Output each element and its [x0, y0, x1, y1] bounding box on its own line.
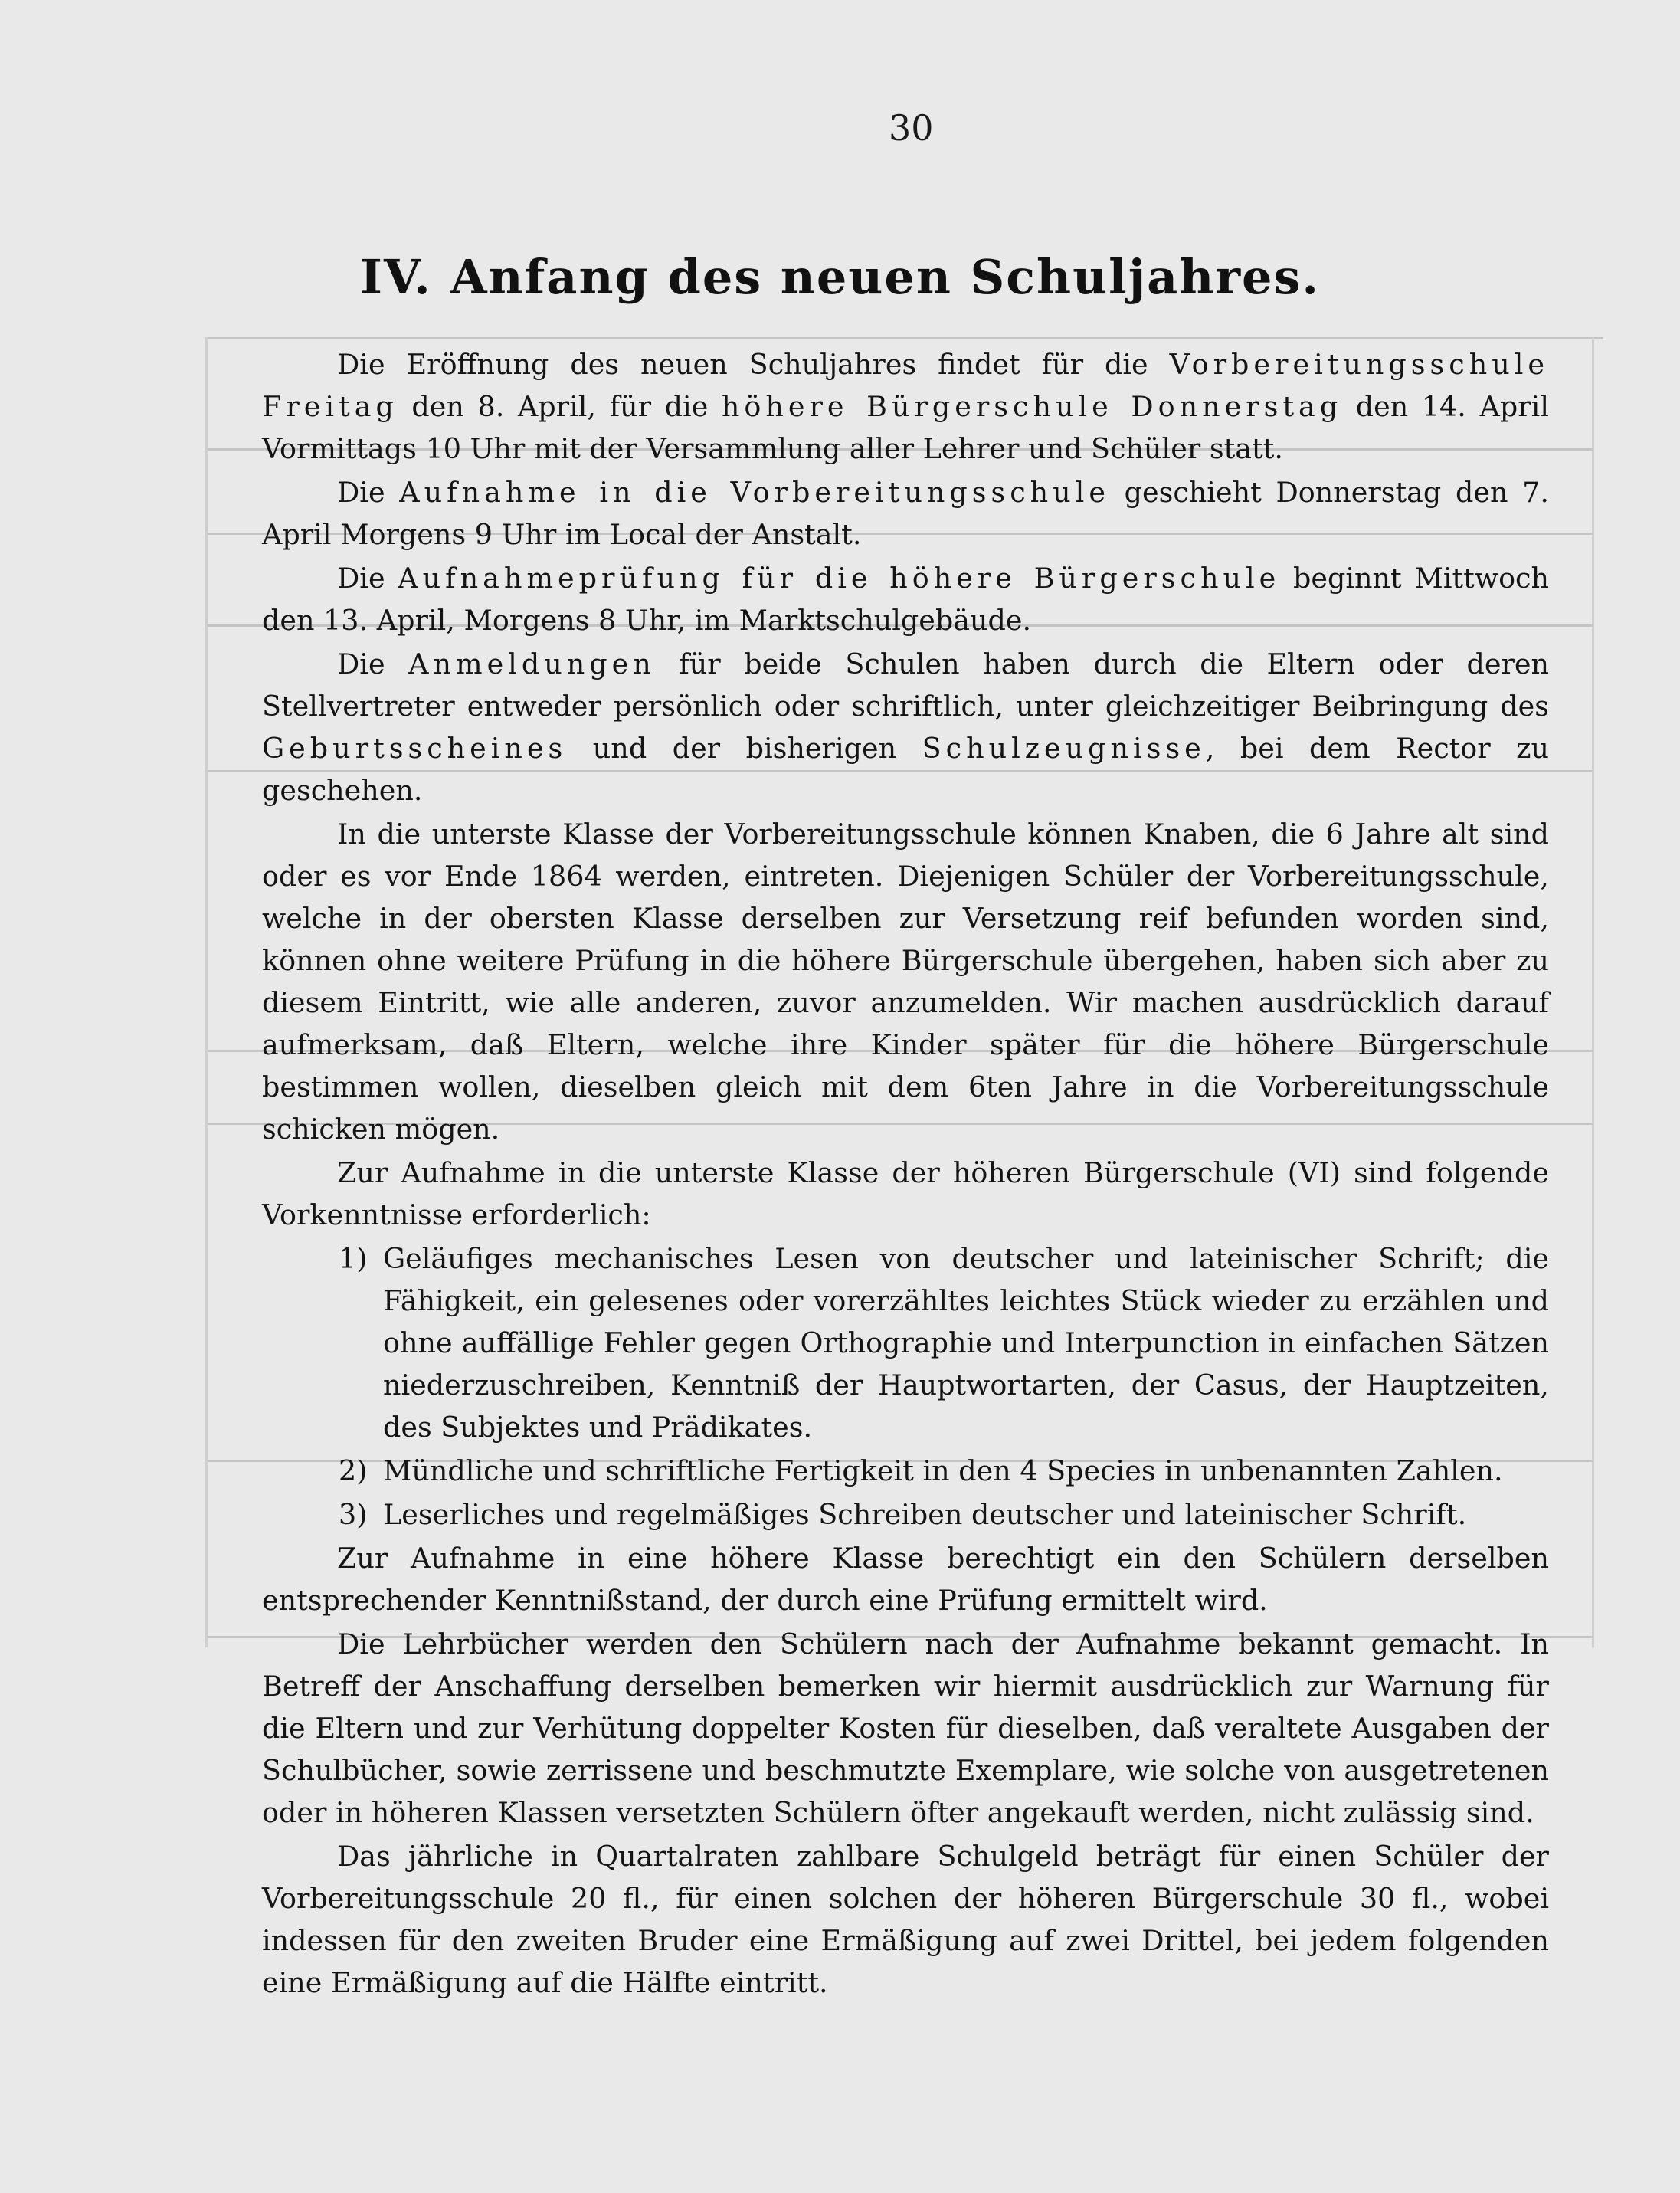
emphasis-schulzeugnisse: Schulzeugnisse — [922, 732, 1206, 765]
text-run: Die Eröffnung des neuen Schuljahres findet für die — [337, 348, 1170, 381]
bleed-through-line — [205, 337, 1603, 339]
requirement-item — [262, 1450, 1549, 1492]
emphasis-aufnahme: Aufnahme in die Vorbereitungsschule — [399, 476, 1110, 509]
requirement-item — [262, 1237, 1549, 1448]
paragraph-school-fees: Das jährliche in Quartalraten zahlbare Schulgeld beträgt für einen Schüler der Vorbereitungsschule 20 fl., für einen solchen der höheren Bürgerschule 30 fl., wobei indessen für den zweiten Bruder eine Ermäßigung auf zwei Drittel, bei jedem folgenden eine Ermäßigung auf die Hälfte eintritt. — [262, 1840, 1549, 1999]
text-run: , bei dem Rector zu geschehen. — [262, 732, 1549, 807]
emphasis-vorbereitungsschule: Vorbereitungsschule Freitag — [262, 348, 1549, 423]
page-number: 30 — [889, 107, 934, 149]
text-run: und der bisherigen — [567, 732, 922, 765]
paragraph-entrance-exam — [262, 557, 1549, 641]
bleed-through-line — [1592, 337, 1594, 1647]
paragraph-age-requirements: In die unterste Klasse der Vorbereitungsschule können Knaben, die 6 Jahre alt sind oder es vor Ende 1864 werden, eintreten. Diejenigen Schüler der Vorbereitungsschule, welche in der obersten Klasse derselben zur Versetzung reif befunden worden sind, können ohne weitere Prüfung in die höhere Bürgerschule übergehen, haben sich aber zu diesem Eintritt, wie alle anderen, zuvor anzumelden. Wir machen ausdrücklich darauf aufmerksam, daß Eltern, welche ihre Kinder später für die höhere Bürgerschule bestimmen wollen, dieselben gleich mit dem 6ten Jahre in die Vorbereitungsschule schicken mögen. — [262, 818, 1549, 1146]
requirement-item — [262, 1493, 1549, 1536]
paragraph-admission-prep — [262, 471, 1549, 556]
text-run: für beide Schulen haben durch die Eltern oder deren Stellvertreter entweder persönlich oder schriftlich, unter gleichzeitiger Beibringung des — [262, 647, 1550, 723]
emphasis-geburtsscheines: Geburtsscheines — [262, 732, 568, 765]
requirement-text: Mündliche und schriftliche Fertigkeit in den 4 Species in unbenannten Zahlen. — [383, 1454, 1503, 1487]
requirement-number: 1) — [339, 1242, 368, 1275]
requirement-number: 2) — [339, 1454, 368, 1487]
paragraph-higher-class-admission: Zur Aufnahme in eine höhere Klasse berechtigt ein den Schülern derselben entsprechender Kenntnißstand, der durch eine Prüfung ermittelt wird. — [262, 1542, 1549, 1617]
emphasis-buergerschule: höhere Bürgerschule Donnerstag — [721, 390, 1343, 423]
bleed-through-line — [205, 337, 208, 1647]
requirement-text: Geläufiges mechanisches Lesen von deutscher und lateinischer Schrift; die Fähigkeit, ein gelesenes oder vorerzähltes leichtes Stück wieder zu erzählen und ohne auffällige Fehler gegen Orthographie und Interpunction in einfachen Sätzen niederzuschreiben, Kenntniß der Hauptwortarten, der Casus, der Hauptzeiten, des Subjektes und Prädikates. — [383, 1242, 1549, 1444]
text-run: geschieht Donnerstag den 7. April Morgens 9 Uhr im Local der Anstalt. — [262, 476, 1549, 551]
text-run: den 8. April, für die — [398, 390, 722, 423]
paragraph-registration — [262, 643, 1549, 811]
text-run: beginnt Mittwoch den 13. April, Morgens 8 Uhr, im Marktschulgebäude. — [262, 562, 1549, 637]
text-run: Die — [337, 476, 400, 509]
paragraph-textbooks: Die Lehrbücher werden den Schülern nach der Aufnahme bekannt gemacht. In Betreff der Anschaffung derselben bemerken wir hiermit ausdrücklich zur Warnung für die Eltern und zur Verhütung doppelter Kosten für dieselben, daß veraltete Ausgaben der Schulbücher, sowie zerrissene und beschmutzte Exemplare, wie solche von ausgetretenen oder in höheren Klassen versetzten Schülern öfter angekauft werden, nicht zulässig sind. — [262, 1628, 1549, 1829]
paragraph-opening-dates — [262, 343, 1549, 470]
emphasis-anmeldungen: Anmeldungen — [408, 647, 656, 680]
section-heading: IV. Anfang des neuen Schuljahres. — [360, 249, 1320, 305]
text-run: Die — [337, 562, 398, 595]
body-text — [262, 343, 1549, 2005]
text-run: Die — [337, 647, 409, 680]
paragraph-prerequisites-intro: Zur Aufnahme in die unterste Klasse der höheren Bürgerschule (VI) sind folgende Vorkenntnisse erforderlich: — [262, 1156, 1549, 1231]
text-run: den 14. April Vormittags 10 Uhr mit der Versammlung aller Lehrer und Schüler statt. — [262, 390, 1549, 465]
requirement-number: 3) — [339, 1498, 368, 1531]
requirement-text: Leserliches und regelmäßiges Schreiben deutscher und lateinischer Schrift. — [383, 1498, 1467, 1531]
emphasis-aufnahmepruefung: Aufnahmeprüfung für die höhere Bürgerschule — [398, 562, 1281, 595]
